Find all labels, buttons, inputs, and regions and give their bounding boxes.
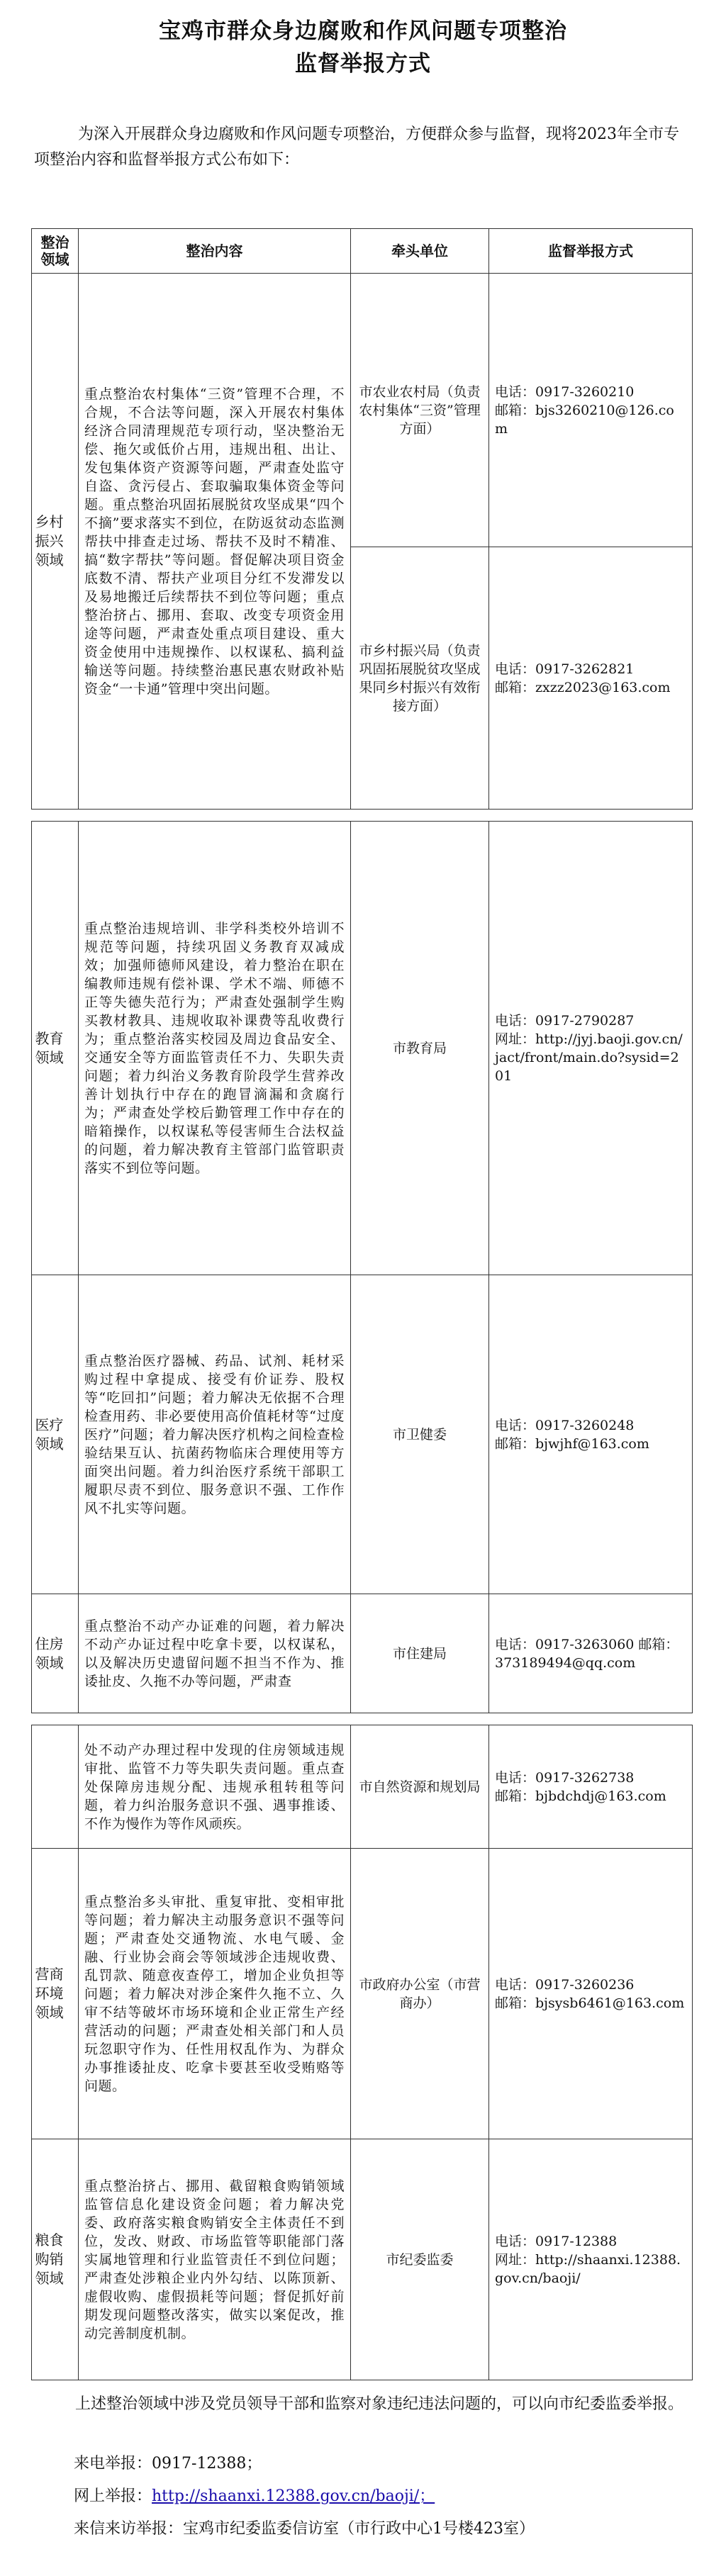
contact-business: [489, 1849, 693, 2139]
footer-paragraph: 上述整治领域中涉及党员领导干部和监察对象违纪违法问题的，可以向市纪委监委举报。: [75, 2395, 684, 2413]
table-row: [32, 274, 693, 547]
footer-web-line: [74, 2484, 435, 2509]
content-rural: 重点整治农村集体“三资”管理不合理，不合规，不合法等问题，深入开展农村集体经济合同清理规范专项行动，坚决整治无偿、拖欠或低价占用，违规出租、出让、发包集体资产资源等问题，严肃查处监守自盗、贪污侵占、套取骗取集体资金等问题。重点整治巩固拓展脱贫攻坚成果“四个不摘”要求落实不到位，在防返贫动态监测帮扶中排查走过场、帮扶不及时不精准、搞“数字帮扶”等问题。督促解决项目资金底数不清、帮扶产业项目分红不发滞发以及易地搬迁后续帮扶不到位等问题；重点整治挤占、挪用、套取、改变专项资金用途等问题，严肃查处重点项目建设、重大资金使用中违规操作、以权谋私、搞利益输送等问题。持续整治惠民惠农财政补贴资金“一卡通”管理中突出问题。: [79, 274, 351, 810]
unit-business: 市政府办公室（市营商办）: [351, 1849, 489, 2139]
contact-text: 电话：0917-3260236 邮箱：bjsysb6461@163.com: [495, 1976, 685, 2011]
phone-number: 0917-12388；: [152, 2455, 262, 2473]
contact-education: [489, 822, 693, 1275]
area-housing: 住房领域: [35, 1635, 64, 1671]
content-housing-1: 重点整治不动产办证难的问题，着力解决不动产办证过程中吃拿卡要，以权谋私，以及解决历史遗留问题不担当不作为、推诿扯皮、久拖不办等问题，严肃查: [79, 1594, 351, 1713]
contact-text: 电话：0917-3262821 邮箱：zxzz2023@163.com: [495, 661, 671, 695]
title-line-2: 监督举报方式: [295, 51, 431, 77]
area-business: 营商环境领域: [35, 1966, 64, 2021]
table-row: [32, 1275, 693, 1594]
table-row: [32, 822, 693, 1275]
web-label: 网上举报：: [74, 2487, 152, 2505]
area-cell: [32, 822, 79, 1275]
table-row: [32, 2139, 693, 2380]
content-education: 重点整治违规培训、非学科类校外培训不规范等问题，持续巩固义务教育双减成效；加强师德师风建设，着力整治在职在编教师违规有偿补课、学术不端、师德不正等失德失范行为；严肃查处强制学生购买教材教具、违规收取补课费等乱收费行为；重点整治落实校园及周边食品安全、交通安全等方面监管责任不力、失职失责问题；着力纠治义务教育阶段学生营养改善计划执行中存在的跑冒滴漏和贪腐行为；严肃查处学校后勤管理工作中存在的暗箱操作，以权谋私等侵害师生合法权益的问题，着力解决教育主管部门监管职责落实不到位等问题。: [79, 822, 351, 1275]
unit-rural-1: 市农业农村局（负责农村集体“三资”管理方面）: [351, 274, 489, 547]
phone-label: 来电举报：: [74, 2455, 152, 2473]
unit-medical: 市卫健委: [351, 1275, 489, 1594]
page-break-gap: [32, 810, 693, 822]
content-housing-2: 处不动产办理过程中发现的住房领域违规审批、监管不力等失职失责问题。重点查处保障房违规分配、违规承租转租等问题，着力纠治服务意识不强、遇事推诿、不作为慢作为等作风顽疾。: [79, 1725, 351, 1849]
area-cell: [32, 1594, 79, 1713]
contact-text: 电话：0917-12388 网址：http://shaanxi.12388.gov.cn/baoji/: [495, 2233, 681, 2286]
contact-text: 电话：0917-3260210 邮箱：bjs3260210@126.com: [495, 383, 674, 437]
table-row: [32, 1849, 693, 2139]
footer-letter-line: [74, 2516, 535, 2542]
contact-grain: [489, 2139, 693, 2380]
table-row: [32, 1594, 693, 1713]
area-rural: 乡村振兴领域: [35, 513, 64, 569]
letter-address: 宝鸡市纪委监委信访室（市行政中心1号楼423室）: [183, 2520, 535, 2538]
table-row: [32, 1725, 693, 1849]
report-website-link[interactable]: http://shaanxi.12388.gov.cn/baoji/；: [152, 2487, 435, 2505]
area-medical: 医疗领域: [35, 1416, 64, 1452]
supervision-table: [31, 228, 693, 2380]
area-cell: [32, 274, 79, 810]
letter-label: 来信来访举报：: [74, 2520, 184, 2538]
area-cell: [32, 2139, 79, 2380]
contact-rural-1: [489, 274, 693, 547]
contact-housing-1: [489, 1594, 693, 1713]
area-cell: [32, 1849, 79, 2139]
unit-housing-1: 市住建局: [351, 1594, 489, 1713]
contact-text: 电话：0917-3262738 邮箱：bjbdchdj@163.com: [495, 1769, 666, 1804]
unit-rural-2: 市乡村振兴局（负责巩固拓展脱贫攻坚成果同乡村振兴有效衔接方面）: [351, 547, 489, 810]
unit-housing-2: 市自然资源和规划局: [351, 1725, 489, 1849]
area-grain: 粮食购销领域: [35, 2231, 64, 2287]
contact-medical: [489, 1275, 693, 1594]
unit-education: 市教育局: [351, 822, 489, 1275]
header-content: 整治内容: [79, 229, 351, 274]
unit-grain: 市纪委监委: [351, 2139, 489, 2380]
page-break-gap: [32, 1713, 693, 1725]
content-business: 重点整治多头审批、重复审批、变相审批等问题；着力解决主动服务意识不强等问题；严肃查处交通物流、水电气暖、金融、行业协会商会等领域涉企违规收费、乱罚款、随意夜查停工，增加企业负担等问题；着力解决对涉企案件久拖不立、久审不结等破坏市场环境和企业正常生产经营活动的问题；严肃查处相关部门和人员玩忽职守作为、任性用权乱作为、为群众办事推诿扯皮、吃拿卡要甚至收受贿赂等问题。: [79, 1849, 351, 2139]
content-medical: 重点整治医疗器械、药品、试剂、耗材采购过程中拿提成、接受有价证券、股权等“吃回扣”问题；着力解决无依据不合理检查用药、非必要使用高价值耗材等“过度医疗”问题；着力解决医疗机构之间检查检验结果互认、抗菌药物临床合理使用等方面突出问题。着力纠治医疗系统干部职工履职尽责不到位、服务意识不强、工作作风不扎实等问题。: [79, 1275, 351, 1594]
contact-text: 电话：0917-3260248 邮箱：bjwjhf@163.com: [495, 1417, 649, 1452]
header-unit: 牵头单位: [351, 229, 489, 274]
intro-paragraph: 为深入开展群众身边腐败和作风问题专项整治，方便群众参与监督，现将2023年全市专项整治内容和监督举报方式公布如下：: [34, 125, 679, 169]
title-line-1: 宝鸡市群众身边腐败和作风问题专项整治: [159, 18, 567, 44]
content-grain: 重点整治挤占、挪用、截留粮食购销领域监管信息化建设资金问题；着力解决党委、政府落实粮食购销安全主体责任不到位，发改、财政、市场监管等职能部门落实属地管理和行业监管责任不到位问题；严肃查处涉粮企业内外勾结、以陈顶新、虚假收购、虚假损耗等问题；督促抓好前期发现问题整改落实，做实以案促改，推动完善制度机制。: [79, 2139, 351, 2380]
contact-rural-2: [489, 547, 693, 810]
area-cell: [32, 1275, 79, 1594]
header-contact: 监督举报方式: [489, 229, 693, 274]
table-header-row: [32, 229, 693, 274]
contact-text: 电话：0917-2790287 网址：http://jyj.baoji.gov.cn/jact/front/main.do?sysid=201: [495, 1012, 683, 1084]
area-cell: [32, 1725, 79, 1849]
contact-housing-2: [489, 1725, 693, 1849]
contact-text: 电话：0917-3263060 邮箱：373189494@qq.com: [495, 1636, 679, 1671]
area-education: 教育领域: [35, 1029, 64, 1066]
footer-phone-line: [74, 2451, 262, 2477]
header-area: 整治领域: [32, 229, 79, 274]
